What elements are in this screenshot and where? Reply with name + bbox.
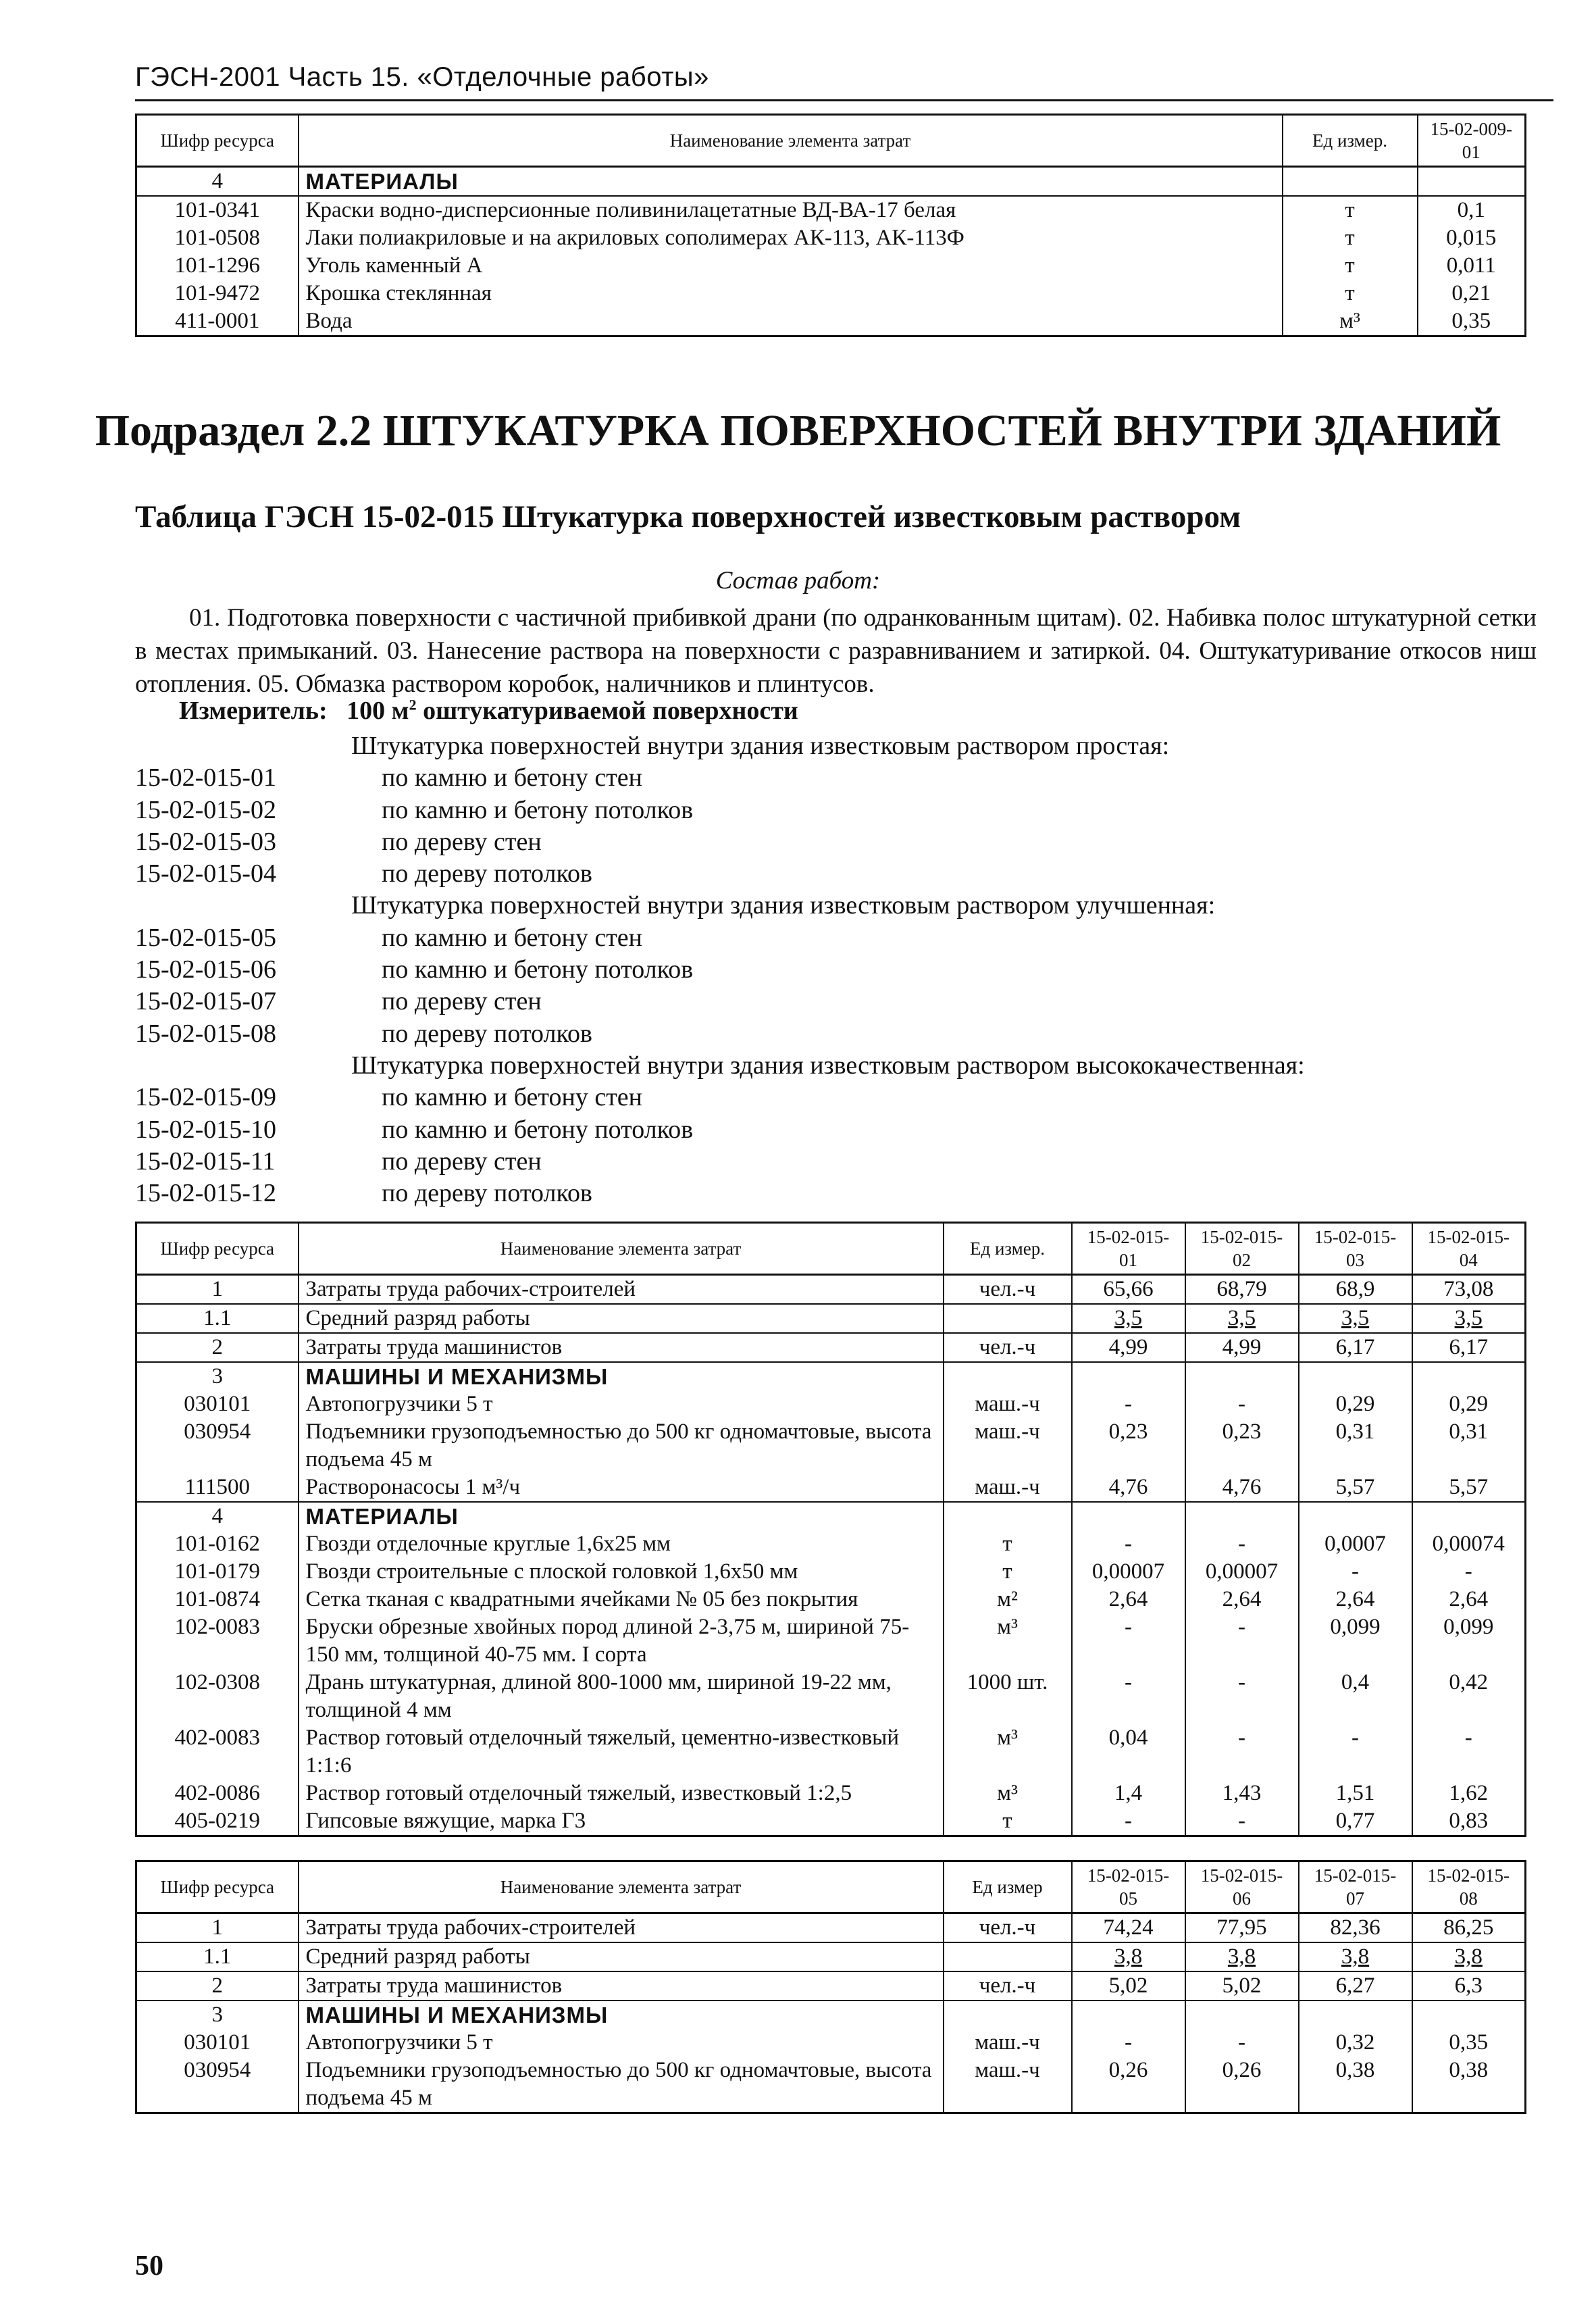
unit: чел.-ч bbox=[944, 1333, 1072, 1362]
value: 4,99 bbox=[1072, 1333, 1185, 1362]
value: - bbox=[1299, 1724, 1412, 1780]
norm-item bbox=[135, 795, 1540, 826]
norm-item bbox=[135, 1146, 1540, 1178]
header-norm-col: 15-02-015-04 bbox=[1412, 1223, 1526, 1275]
unit: 1000 шт. bbox=[944, 1669, 1072, 1724]
value bbox=[1299, 1362, 1412, 1390]
unit: т bbox=[944, 1807, 1072, 1836]
value: 0,099 bbox=[1299, 1613, 1412, 1669]
unit bbox=[944, 1942, 1072, 1971]
table-row bbox=[136, 1333, 1526, 1362]
value bbox=[1185, 2001, 1299, 2029]
value: 86,25 bbox=[1412, 1913, 1526, 1943]
value: - bbox=[1072, 1613, 1185, 1669]
resource-name: Растворонасосы 1 м³/ч bbox=[299, 1474, 944, 1502]
table-row bbox=[136, 1586, 1526, 1613]
unit: т bbox=[1283, 224, 1418, 252]
value: - bbox=[1185, 2029, 1299, 2057]
value: 5,57 bbox=[1412, 1474, 1526, 1502]
resource-code: 3 bbox=[136, 1362, 299, 1390]
header-code: Шифр ресурса bbox=[136, 1861, 299, 1913]
norm-code: 15-02-015-06 bbox=[135, 955, 276, 984]
value: 0,32 bbox=[1299, 2029, 1412, 2057]
table-title: Таблица ГЭСН 15-02-015 Штукатурка поверхностей известковым раствором bbox=[135, 499, 1241, 534]
unit bbox=[1283, 167, 1418, 197]
resource-code: 030101 bbox=[136, 2029, 299, 2057]
norm-item bbox=[135, 1178, 1540, 1209]
value: 0,23 bbox=[1185, 1418, 1299, 1474]
unit: чел.-ч bbox=[944, 1913, 1072, 1943]
value: 6,17 bbox=[1299, 1333, 1412, 1362]
resource-name: Подъемники грузоподъемностью до 500 кг одномачтовые, высота подъема 45 м bbox=[299, 1418, 944, 1474]
unit: т bbox=[1283, 196, 1418, 224]
resource-table-01-04 bbox=[135, 1222, 1526, 1837]
resource-code: 101-0508 bbox=[136, 224, 299, 252]
running-head: ГЭСН-2001 Часть 15. «Отделочные работы» bbox=[135, 62, 709, 92]
table-row bbox=[136, 1275, 1526, 1305]
norm-item bbox=[135, 922, 1540, 954]
value: 0,26 bbox=[1072, 2057, 1185, 2113]
meter-label: Измеритель: bbox=[179, 697, 328, 725]
header-unit: Ед измер. bbox=[944, 1223, 1072, 1275]
unit: т bbox=[944, 1558, 1072, 1586]
unit: маш.-ч bbox=[944, 2057, 1072, 2113]
norm-code: 15-02-015-11 bbox=[135, 1147, 276, 1176]
norm-code: 15-02-015-10 bbox=[135, 1115, 276, 1144]
resource-code: 101-1296 bbox=[136, 252, 299, 280]
value: - bbox=[1072, 1530, 1185, 1558]
header-norm-col: 15-02-015-07 bbox=[1299, 1861, 1412, 1913]
norm-code: 15-02-015-12 bbox=[135, 1179, 276, 1208]
value: 4,76 bbox=[1072, 1474, 1185, 1502]
value: 0,29 bbox=[1412, 1390, 1526, 1418]
table-row bbox=[136, 1362, 1526, 1390]
table-row bbox=[136, 2029, 1526, 2057]
table-row bbox=[136, 1971, 1526, 2001]
table-row bbox=[136, 1807, 1526, 1836]
norm-group-title: Штукатурка поверхностей внутри здания известковым раствором высококачественная: bbox=[351, 1051, 1305, 1080]
value: 1,62 bbox=[1412, 1780, 1526, 1807]
value: 0,42 bbox=[1412, 1669, 1526, 1724]
value: 0,26 bbox=[1185, 2057, 1299, 2113]
unit: м³ bbox=[1283, 307, 1418, 336]
value: 2,64 bbox=[1185, 1586, 1299, 1613]
value: - bbox=[1185, 1390, 1299, 1418]
value: 2,64 bbox=[1072, 1586, 1185, 1613]
value: 3,8 bbox=[1072, 1942, 1185, 1971]
header-norm-col: 15-02-015-01 bbox=[1072, 1223, 1185, 1275]
header-norm-col: 15-02-015-06 bbox=[1185, 1861, 1299, 1913]
unit bbox=[944, 1502, 1072, 1530]
resource-code: 101-0874 bbox=[136, 1586, 299, 1613]
table-row bbox=[136, 1613, 1526, 1669]
resource-code: 2 bbox=[136, 1971, 299, 2001]
value: 6,17 bbox=[1412, 1333, 1526, 1362]
value bbox=[1072, 2001, 1185, 2029]
value: 0,00074 bbox=[1412, 1530, 1526, 1558]
resource-name: Подъемники грузоподъемностью до 500 кг одномачтовые, высота подъема 45 м bbox=[299, 2057, 944, 2113]
resource-name: Сетка тканая с квадратными ячейками № 05 без покрытия bbox=[299, 1586, 944, 1613]
resource-code: 402-0083 bbox=[136, 1724, 299, 1780]
value: 0,35 bbox=[1418, 307, 1526, 336]
norm-text: по камню и бетону потолков bbox=[382, 955, 694, 984]
unit bbox=[944, 2001, 1072, 2029]
value: - bbox=[1185, 1807, 1299, 1836]
resource-code: 1.1 bbox=[136, 1942, 299, 1971]
value bbox=[1418, 167, 1526, 197]
value bbox=[1412, 2001, 1526, 2029]
value: - bbox=[1185, 1613, 1299, 1669]
unit: м³ bbox=[944, 1724, 1072, 1780]
value: 73,08 bbox=[1412, 1275, 1526, 1305]
resource-code: 030954 bbox=[136, 1418, 299, 1474]
norm-text: по дереву стен bbox=[382, 987, 542, 1016]
norm-text: по камню и бетону стен bbox=[382, 923, 643, 952]
table-row bbox=[136, 1390, 1526, 1418]
table-row bbox=[136, 224, 1526, 252]
section-title: МАШИНЫ И МЕХАНИЗМЫ bbox=[299, 1362, 944, 1390]
value: 1,43 bbox=[1185, 1780, 1299, 1807]
table-row bbox=[136, 167, 1526, 197]
value: 6,27 bbox=[1299, 1971, 1412, 2001]
norm-text: по камню и бетону потолков bbox=[382, 1115, 694, 1144]
resource-code: 1.1 bbox=[136, 1304, 299, 1333]
value: 1,51 bbox=[1299, 1780, 1412, 1807]
table-row bbox=[136, 307, 1526, 336]
value: - bbox=[1072, 1807, 1185, 1836]
resource-code: 1 bbox=[136, 1275, 299, 1305]
value bbox=[1412, 1362, 1526, 1390]
norm-group-title: Штукатурка поверхностей внутри здания известковым раствором улучшенная: bbox=[351, 891, 1216, 920]
page-number: 50 bbox=[135, 2250, 163, 2282]
value: 0,38 bbox=[1412, 2057, 1526, 2113]
norm-code: 15-02-015-03 bbox=[135, 827, 276, 856]
value: 3,5 bbox=[1299, 1304, 1412, 1333]
resource-code: 3 bbox=[136, 2001, 299, 2029]
work-composition-text: 01. Подготовка поверхности с частичной прибивкой драни (по одранкованным щитам). 02. Набивка полос штукатурной сетки в местах примыканий. 03. Нанесение раствора на поверхности с разравниванием и затиркой. 04. Оштукатуривание откосов ниш отопления. 05. Обмазка раствором коробок, наличников и плинтусов. bbox=[135, 604, 1537, 698]
resource-name: Затраты труда машинистов bbox=[299, 1971, 944, 2001]
resource-name: Вода bbox=[299, 307, 1283, 336]
unit: чел.-ч bbox=[944, 1971, 1072, 2001]
resource-code: 411-0001 bbox=[136, 307, 299, 336]
value bbox=[1072, 1362, 1185, 1390]
value: 3,5 bbox=[1185, 1304, 1299, 1333]
norm-group-title: Штукатурка поверхностей внутри здания известковым раствором простая: bbox=[351, 732, 1170, 760]
value: 0,31 bbox=[1299, 1418, 1412, 1474]
table-row bbox=[136, 280, 1526, 307]
value: - bbox=[1185, 1530, 1299, 1558]
value: 0,29 bbox=[1299, 1390, 1412, 1418]
table-row bbox=[136, 252, 1526, 280]
subdivision-title: Подраздел 2.2 ШТУКАТУРКА ПОВЕРХНОСТЕЙ ВНУТРИ ЗДАНИЙ bbox=[95, 406, 1501, 455]
resource-name: Раствор готовый отделочный тяжелый, известковый 1:2,5 bbox=[299, 1780, 944, 1807]
header-unit: Ед измер bbox=[944, 1861, 1072, 1913]
unit: м² bbox=[944, 1586, 1072, 1613]
resource-name: Средний разряд работы bbox=[299, 1304, 944, 1333]
value: - bbox=[1185, 1724, 1299, 1780]
header-code: Шифр ресурса bbox=[136, 1223, 299, 1275]
value: 6,3 bbox=[1412, 1971, 1526, 2001]
value: 0,099 bbox=[1412, 1613, 1526, 1669]
norm-item bbox=[135, 826, 1540, 858]
resource-name: Лаки полиакриловые и на акриловых сополимерах АК-113, АК-113Ф bbox=[299, 224, 1283, 252]
value: 82,36 bbox=[1299, 1913, 1412, 1943]
table-row bbox=[136, 2057, 1526, 2113]
norm-item bbox=[135, 1114, 1540, 1146]
header-norm-col: 15-02-015-08 bbox=[1412, 1861, 1526, 1913]
value bbox=[1412, 1502, 1526, 1530]
norm-code: 15-02-015-09 bbox=[135, 1083, 276, 1112]
value: 3,5 bbox=[1412, 1304, 1526, 1333]
value: 0,011 bbox=[1418, 252, 1526, 280]
table-row bbox=[136, 1530, 1526, 1558]
resource-code: 4 bbox=[136, 167, 299, 197]
resource-code: 102-0308 bbox=[136, 1669, 299, 1724]
value: - bbox=[1185, 1669, 1299, 1724]
value bbox=[1185, 1502, 1299, 1530]
resource-code: 1 bbox=[136, 1913, 299, 1943]
resource-name: Средний разряд работы bbox=[299, 1942, 944, 1971]
unit: маш.-ч bbox=[944, 2029, 1072, 2057]
section-title: МАШИНЫ И МЕХАНИЗМЫ bbox=[299, 2001, 944, 2029]
resource-name: Гвозди строительные с плоской головкой 1,6х50 мм bbox=[299, 1558, 944, 1586]
resource-name: Гвозди отделочные круглые 1,6х25 мм bbox=[299, 1530, 944, 1558]
unit: м³ bbox=[944, 1613, 1072, 1669]
resource-code: 101-0162 bbox=[136, 1530, 299, 1558]
resource-name: Автопогрузчики 5 т bbox=[299, 1390, 944, 1418]
resource-code: 402-0086 bbox=[136, 1780, 299, 1807]
resource-code: 030101 bbox=[136, 1390, 299, 1418]
header-norm-col: 15-02-015-05 bbox=[1072, 1861, 1185, 1913]
value: 5,57 bbox=[1299, 1474, 1412, 1502]
table-row bbox=[136, 1474, 1526, 1502]
resource-code: 030954 bbox=[136, 2057, 299, 2113]
value: 0,4 bbox=[1299, 1669, 1412, 1724]
table-row bbox=[136, 196, 1526, 224]
table-row bbox=[136, 1502, 1526, 1530]
header-rule bbox=[135, 99, 1553, 101]
norm-text: по дереву стен bbox=[382, 827, 542, 856]
table-row bbox=[136, 1780, 1526, 1807]
value: 3,5 bbox=[1072, 1304, 1185, 1333]
header-unit: Ед измер. bbox=[1283, 115, 1418, 167]
table-row bbox=[136, 2001, 1526, 2029]
header-norm-col: 15-02-015-02 bbox=[1185, 1223, 1299, 1275]
header-code: Шифр ресурса bbox=[136, 115, 299, 167]
resource-code: 2 bbox=[136, 1333, 299, 1362]
resource-name: Автопогрузчики 5 т bbox=[299, 2029, 944, 2057]
value: 0,35 bbox=[1412, 2029, 1526, 2057]
value: 0,00007 bbox=[1185, 1558, 1299, 1586]
resource-code: 101-0341 bbox=[136, 196, 299, 224]
value: 0,83 bbox=[1412, 1807, 1526, 1836]
value bbox=[1185, 1362, 1299, 1390]
table-row bbox=[136, 1724, 1526, 1780]
value: - bbox=[1072, 2029, 1185, 2057]
norm-code: 15-02-015-02 bbox=[135, 795, 276, 824]
value bbox=[1299, 1502, 1412, 1530]
continuation-table bbox=[135, 114, 1526, 337]
value bbox=[1072, 1502, 1185, 1530]
norm-text: по камню и бетону стен bbox=[382, 763, 643, 793]
unit: маш.-ч bbox=[944, 1390, 1072, 1418]
norm-item bbox=[135, 1018, 1540, 1050]
value: 4,76 bbox=[1185, 1474, 1299, 1502]
unit: маш.-ч bbox=[944, 1418, 1072, 1474]
resource-name: Раствор готовый отделочный тяжелый, цементно-известковый 1:1:6 bbox=[299, 1724, 944, 1780]
value: 0,21 bbox=[1418, 280, 1526, 307]
value: 0,00007 bbox=[1072, 1558, 1185, 1586]
value: 0,0007 bbox=[1299, 1530, 1412, 1558]
norm-text: по дереву потолков bbox=[382, 1179, 592, 1208]
table-row bbox=[136, 1942, 1526, 1971]
norm-text: по камню и бетону стен bbox=[382, 1083, 643, 1112]
value: 2,64 bbox=[1299, 1586, 1412, 1613]
value: 0,31 bbox=[1412, 1418, 1526, 1474]
value: 0,23 bbox=[1072, 1418, 1185, 1474]
value: 68,9 bbox=[1299, 1275, 1412, 1305]
norm-item bbox=[135, 1082, 1540, 1113]
value: - bbox=[1072, 1669, 1185, 1724]
value: 0,77 bbox=[1299, 1807, 1412, 1836]
section-title: МАТЕРИАЛЫ bbox=[299, 1502, 944, 1530]
norm-item bbox=[135, 858, 1540, 890]
value: 68,79 bbox=[1185, 1275, 1299, 1305]
value: - bbox=[1299, 1558, 1412, 1586]
resource-code: 4 bbox=[136, 1502, 299, 1530]
unit: м³ bbox=[944, 1780, 1072, 1807]
unit: т bbox=[1283, 252, 1418, 280]
unit: т bbox=[1283, 280, 1418, 307]
value: 4,99 bbox=[1185, 1333, 1299, 1362]
unit: т bbox=[944, 1530, 1072, 1558]
resource-name: Затраты труда рабочих-строителей bbox=[299, 1913, 944, 1943]
value: 1,4 bbox=[1072, 1780, 1185, 1807]
work-composition-heading: Состав работ: bbox=[715, 567, 881, 595]
resource-code: 111500 bbox=[136, 1474, 299, 1502]
header-norm-col: 15-02-009-01 bbox=[1418, 115, 1526, 167]
unit: маш.-ч bbox=[944, 1474, 1072, 1502]
value: 5,02 bbox=[1072, 1971, 1185, 2001]
value: - bbox=[1412, 1558, 1526, 1586]
resource-name: Гипсовые вяжущие, марка Г3 bbox=[299, 1807, 944, 1836]
unit: чел.-ч bbox=[944, 1275, 1072, 1305]
norm-code: 15-02-015-01 bbox=[135, 763, 276, 793]
norm-code: 15-02-015-08 bbox=[135, 1019, 276, 1048]
header-name: Наименование элемента затрат bbox=[299, 1861, 944, 1913]
section-title: МАТЕРИАЛЫ bbox=[299, 167, 1283, 197]
value: - bbox=[1412, 1724, 1526, 1780]
value: 0,04 bbox=[1072, 1724, 1185, 1780]
norm-code: 15-02-015-05 bbox=[135, 923, 276, 952]
value: 74,24 bbox=[1072, 1913, 1185, 1943]
norm-text: по камню и бетону потолков bbox=[382, 795, 694, 824]
resource-name: Дрань штукатурная, длиной 800-1000 мм, шириной 19-22 мм, толщиной 4 мм bbox=[299, 1669, 944, 1724]
resource-name: Краски водно-дисперсионные поливинилацетатные ВД-ВА-17 белая bbox=[299, 196, 1283, 224]
table-row bbox=[136, 1669, 1526, 1724]
norm-text: по дереву стен bbox=[382, 1147, 542, 1176]
value: 3,8 bbox=[1299, 1942, 1412, 1971]
value: 77,95 bbox=[1185, 1913, 1299, 1943]
resource-name: Затраты труда машинистов bbox=[299, 1333, 944, 1362]
resource-code: 101-9472 bbox=[136, 280, 299, 307]
value: - bbox=[1072, 1390, 1185, 1418]
resource-code: 101-0179 bbox=[136, 1558, 299, 1586]
norm-text: по дереву потолков bbox=[382, 1019, 592, 1048]
header-norm-col: 15-02-015-03 bbox=[1299, 1223, 1412, 1275]
value: 3,8 bbox=[1412, 1942, 1526, 1971]
resource-name: Затраты труда рабочих-строителей bbox=[299, 1275, 944, 1305]
norm-item bbox=[135, 954, 1540, 986]
value: 0,38 bbox=[1299, 2057, 1412, 2113]
norm-code: 15-02-015-04 bbox=[135, 859, 276, 888]
resource-name: Уголь каменный А bbox=[299, 252, 1283, 280]
table-row bbox=[136, 1304, 1526, 1333]
norm-list bbox=[135, 730, 1540, 1209]
value: 2,64 bbox=[1412, 1586, 1526, 1613]
resource-name: Бруски обрезные хвойных пород длиной 2-3,75 м, шириной 75-150 мм, толщиной 40-75 мм. I сорта bbox=[299, 1613, 944, 1669]
resource-code: 405-0219 bbox=[136, 1807, 299, 1836]
norm-text: по дереву потолков bbox=[382, 859, 592, 888]
norm-code: 15-02-015-07 bbox=[135, 987, 276, 1016]
unit bbox=[944, 1304, 1072, 1333]
unit bbox=[944, 1362, 1072, 1390]
meter-line bbox=[179, 696, 798, 726]
value bbox=[1299, 2001, 1412, 2029]
table-row bbox=[136, 1913, 1526, 1943]
value: 5,02 bbox=[1185, 1971, 1299, 2001]
value: 3,8 bbox=[1185, 1942, 1299, 1971]
value: 0,1 bbox=[1418, 196, 1526, 224]
table-row bbox=[136, 1418, 1526, 1474]
norm-item bbox=[135, 762, 1540, 794]
resource-name: Крошка стеклянная bbox=[299, 280, 1283, 307]
norm-item bbox=[135, 986, 1540, 1017]
value: 0,015 bbox=[1418, 224, 1526, 252]
resource-table-05-08 bbox=[135, 1860, 1526, 2114]
header-name: Наименование элемента затрат bbox=[299, 1223, 944, 1275]
header-name: Наименование элемента затрат bbox=[299, 115, 1283, 167]
meter-value: 100 $м^2$ оштукатуриваемой поверхности bbox=[346, 696, 798, 725]
table-row bbox=[136, 1558, 1526, 1586]
resource-code: 102-0083 bbox=[136, 1613, 299, 1669]
value: 65,66 bbox=[1072, 1275, 1185, 1305]
